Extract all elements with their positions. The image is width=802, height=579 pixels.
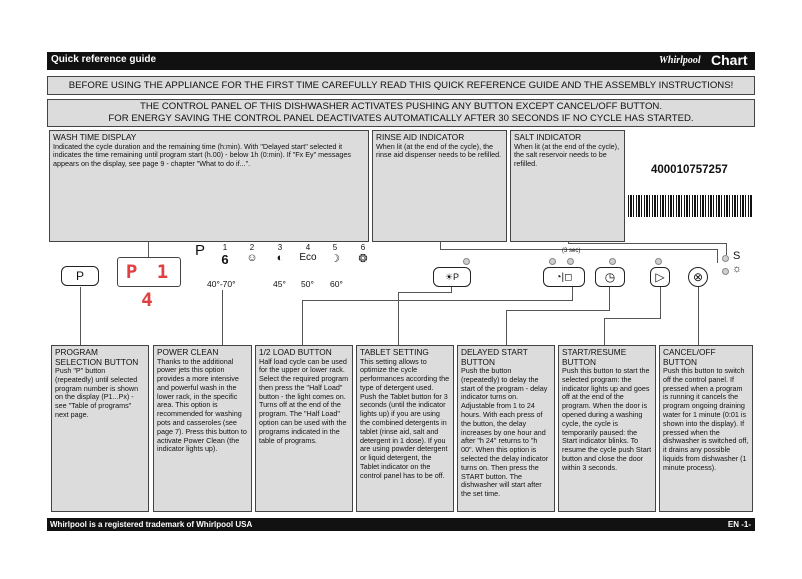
wash-time-display: P 1 4 <box>117 257 181 287</box>
program-3 <box>268 243 292 264</box>
page-number: EN -1- <box>727 520 751 529</box>
brand-logo: Whirlpool <box>659 55 701 66</box>
eco-icon: Eco <box>299 252 317 263</box>
power-clean-box <box>153 345 252 512</box>
temp-1: 40°-70° <box>207 279 236 289</box>
connector-line <box>572 287 573 301</box>
box-heading: SALT INDICATOR <box>514 132 582 142</box>
program-4 <box>296 243 320 263</box>
program-button[interactable]: P <box>61 266 99 286</box>
barcode <box>628 195 752 217</box>
delayed-start-button[interactable]: ◷ <box>595 267 625 287</box>
half-load-led <box>567 258 574 265</box>
start-resume-button[interactable]: ▷ <box>650 267 670 287</box>
rinse-aid-icon: ☼ <box>732 263 743 275</box>
warning-control-panel <box>47 99 755 127</box>
temp-3: 45° <box>273 279 286 289</box>
header-bar <box>47 52 755 70</box>
program-2 <box>240 243 264 264</box>
chart-label: Chart <box>711 52 748 68</box>
cancel-off-box <box>659 345 753 512</box>
start-resume-box <box>558 345 656 512</box>
box-heading: TABLET SETTING <box>360 347 429 357</box>
warning-line-1: THE CONTROL PANEL OF THIS DISHWASHER ACTIVATES PUSHING ANY BUTTON EXCEPT CANCEL/OFF BUTTON. <box>139 101 663 112</box>
box-heading: 1/2 LOAD BUTTON <box>259 347 332 357</box>
connector-line <box>604 318 605 345</box>
program-number: 5 <box>332 243 338 252</box>
program-number: 3 <box>277 243 283 252</box>
connector-line <box>609 287 610 311</box>
program-icon: ☽ <box>330 253 340 265</box>
connector-line <box>568 243 727 244</box>
product-code: 400010757257 <box>651 164 728 176</box>
box-heading: PROGRAM SELECTION BUTTON <box>55 347 139 367</box>
tablet-button[interactable]: ☀P <box>433 267 471 287</box>
wash-time-display-box <box>49 130 369 242</box>
program-1 <box>213 243 237 267</box>
connector-line <box>506 310 507 345</box>
footer-bar <box>47 518 755 531</box>
half-load-box <box>255 345 353 512</box>
program-icon: ◐ <box>276 252 284 264</box>
connector-line <box>302 300 573 301</box>
box-heading: DELAYED START BUTTON <box>461 347 528 367</box>
connector-line <box>506 310 610 311</box>
program-number: 1 <box>222 243 228 252</box>
salt-box <box>510 130 625 242</box>
box-text: Push this button to switch off the control panel. If pressed when a program is running it cancels the program ongoing draining water for 1 minute (0:01 is shown into the display). If pressed when the dishwasher is switched off, it drains any possible liquids from dishwasher (1 minute process). <box>663 366 749 472</box>
rinse-aid-box <box>372 130 507 242</box>
guide-title: Quick reference guide <box>51 54 157 65</box>
connector-line <box>80 287 81 345</box>
connector-line <box>398 292 452 293</box>
warning-read-guide: BEFORE USING THE APPLIANCE FOR THE FIRST TIME CAREFULLY READ THIS QUICK REFERENCE GUIDE AND THE ASSEMBLY INSTRUCTIONS! <box>47 76 755 95</box>
start-led <box>655 258 662 265</box>
program-icon: ❂ <box>358 253 368 265</box>
box-text: Half load cycle can be used for the upper or lower rack. Select the required program then press the "Half Load" button - the light comes on. Turns off at the end of the program. The "Half Load" option can be used with the programs indicated in the table of programs. <box>259 356 349 445</box>
connector-line <box>604 318 661 319</box>
warning-line-2: FOR ENERGY SAVING THE CONTROL PANEL DEACTIVATES AUTOMATICALLY AFTER 30 SECONDS IF NO CYCLE HAS STARTED. <box>108 112 694 124</box>
box-text: Push this button to start the selected program: the indicator lights up and goes off at the end of the program. When the door is opened during a washing cycle, the cycle is temporarily paused: the Start indicator blinks. To resume the cycle push Start button and close the door within 3 seconds. <box>562 366 652 472</box>
temp-5: 60° <box>330 279 343 289</box>
salt-icon: S <box>733 250 741 262</box>
tablet-indicator-led <box>463 258 470 265</box>
program-selection-box <box>51 345 149 512</box>
box-heading: CANCEL/OFF BUTTON <box>663 347 716 367</box>
connector-line <box>222 290 223 345</box>
program-p-label: P <box>195 242 206 259</box>
three-sec-label: (3 sec) <box>562 248 581 254</box>
connector-line <box>398 292 399 345</box>
cancel-off-button[interactable]: ⊗ <box>688 267 708 287</box>
box-text: When lit (at the end of the cycle), the rinse aid dispenser needs to be refilled. <box>376 141 502 160</box>
connector-line <box>302 300 303 345</box>
box-text: Indicated the cycle duration and the remaining time (h:min). With "Delayed start" selected it indicates the time remaining until program start (h.00) - below 1h (0:min). If "Fx Ey" messages appears on the display, see page 9 - chapter "What to do if...". <box>53 141 351 169</box>
trademark-note: Whirlpool is a registered trademark of Whirlpool USA <box>50 520 253 529</box>
connector-line <box>222 290 223 291</box>
box-text: Push "P" button (repeatedly) until selected program number is shown on the display (P1...Px) - see "Table of programs" next page. <box>55 366 139 419</box>
box-heading: WASH TIME DISPLAY <box>53 132 137 142</box>
box-text: Thanks to the additional power jets this option provides a more intensive and powerful wash in the lower rack, in the specific area. This option is recommended for washing pots and casseroles (see page 7). Press this button to activate Power Clean (the indicator lights up). <box>157 356 247 454</box>
program-number: 4 <box>305 243 311 252</box>
connector-line <box>451 287 452 293</box>
connector-line <box>698 287 699 345</box>
connector-line <box>726 243 727 255</box>
salt-indicator-led <box>722 255 729 262</box>
program-6 <box>351 243 375 265</box>
power-clean-icon: 6 <box>221 252 229 267</box>
program-number: 6 <box>360 243 366 252</box>
program-icon: ☺ <box>246 252 258 264</box>
rinse-aid-indicator-led <box>722 268 729 275</box>
box-heading: RINSE AID INDICATOR <box>376 132 465 142</box>
delay-led <box>609 258 616 265</box>
box-text: When lit (at the end of the cycle), the salt reservoir needs to be refilled. <box>514 141 620 169</box>
connector-line <box>660 287 661 319</box>
box-heading: POWER CLEAN <box>157 347 219 357</box>
half-load-power-clean-button[interactable]: ◔|◻ <box>543 267 585 287</box>
tablet-setting-box <box>356 345 454 512</box>
box-heading: START/RESUME BUTTON <box>562 347 627 367</box>
temp-4: 50° <box>301 279 314 289</box>
program-5 <box>323 243 347 265</box>
box-text: This setting allows to optimize the cycle performances according the type of detergent used. Push the Tablet button for 3 seconds (until the indicator lights up) if you are using the combined detergents in tablet (rinse aid, salt and detergent in 1 dose). If you are using powder detergent or liquid detergent, the Tablet indicator on the control panel has to be off. <box>360 356 450 480</box>
delayed-start-box <box>457 345 555 512</box>
program-number: 2 <box>249 243 255 252</box>
power-clean-led <box>549 258 556 265</box>
connector-line <box>717 249 718 263</box>
box-text: Push the button (repeatedly) to delay the start of the program - delay indicator turns on. Adjustable from 1 to 24 hours. With each press of the button, the delay increases by one hour and after "h 24" returns to "h 00". When this option is selected the delay indicator turns on. Then press the START button. The dishwasher will start after the set time. <box>461 366 549 499</box>
